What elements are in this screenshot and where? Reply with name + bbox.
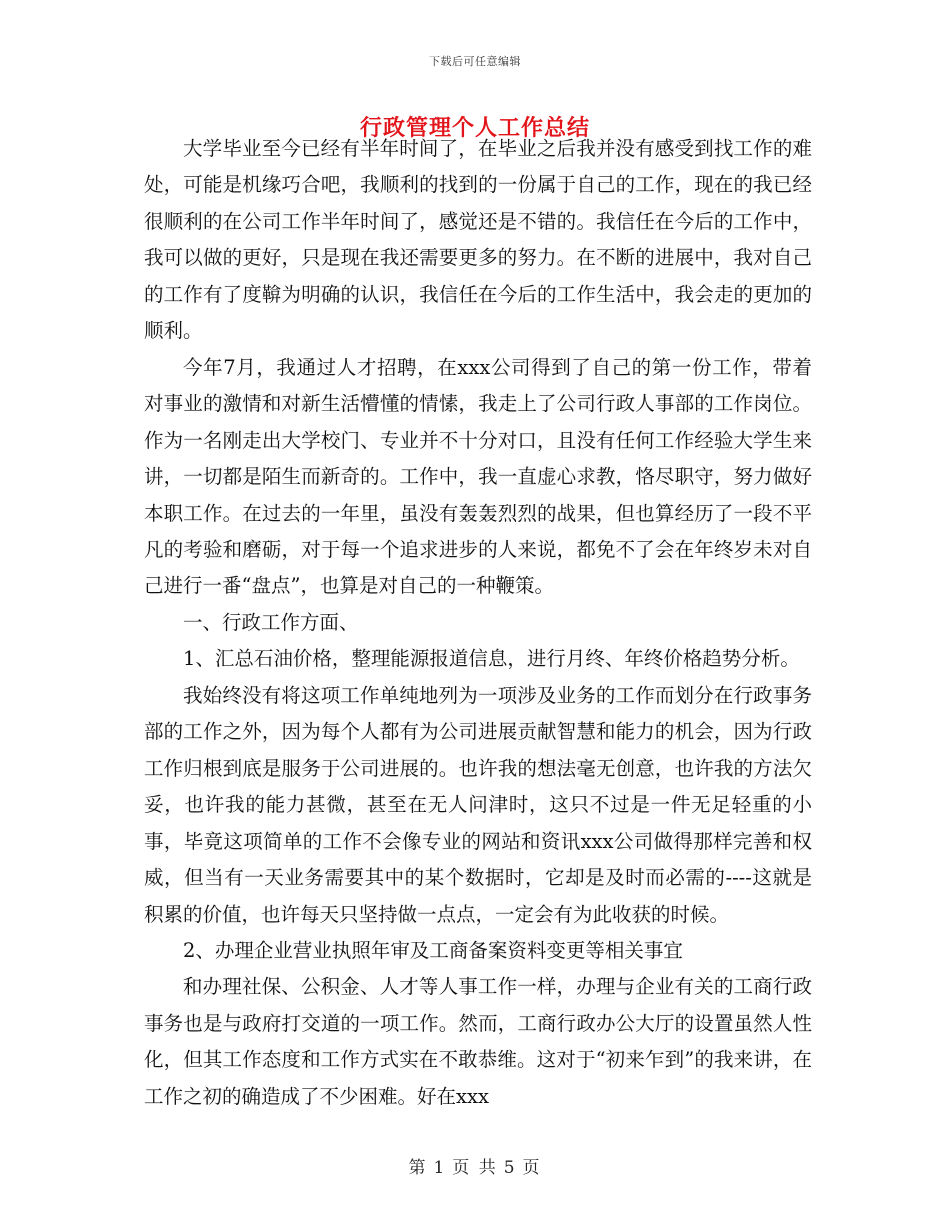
paragraph-intro: 大学毕业至今已经有半年时间了，在毕业之后我并没有感受到找工作的难处，可能是机缘巧合吧，我顺利的找到的一份属于自己的工作，现在的我已经很顺利的在公司工作半年时间了，感觉还是不错的。我信任在今后的工作中，我可以做的更好，只是现在我还需要更多的努力。在不断的进展中，我对自己的工作有了度鞥为明确的认识，我信任在今后的工作生活中，我会走的更加的顺利。: [144, 137, 812, 343]
footer-middle: 页 共: [452, 1158, 498, 1178]
footer-prefix: 第: [408, 1158, 428, 1178]
document-title: 行政管理个人工作总结: [359, 115, 590, 141]
header-note: 下载后可任意编辑: [429, 55, 521, 68]
document-body: [144, 131, 812, 1115]
total-page-number: 5: [503, 1158, 517, 1178]
page-footer: [0, 1153, 950, 1178]
paragraph-oil-price: 我始终没有将这项工作单纯地列为一项涉及业务的工作而划分在行政事务部的工作之外，因为每个人都有为公司进展贡献智慧和能力的机会，因为行政工作归根到底是服务于公司进展的。也许我的想法毫无创意，也许我的方法欠妥，也许我的能力甚微，甚至在无人问津时，这只不过是一件无足轻重的小事，毕竟这项简单的工作不会像专业的网站和资讯xxx公司做得那样完善和权威，但当有一天业务需要其中的某个数据时，它却是及时而必需的----这就是积累的价值，也许每天只坚持做一点点，一定会有为此收获的时候。: [144, 683, 812, 926]
current-page-number: 1: [433, 1158, 447, 1178]
item-heading-business-license: 2、办理企业营业执照年审及工商备案资料变更等相关事宜: [183, 938, 683, 962]
footer-suffix: 页: [522, 1158, 542, 1178]
item-heading-oil-price: 1、汇总石油价格，整理能源报道信息，进行月终、年终价格趋势分析。: [183, 647, 800, 671]
section-heading-admin: 一、行政工作方面、: [183, 610, 359, 634]
paragraph-business-license: 和办理社保、公积金、人才等人事工作一样，办理与企业有关的工商行政事务也是与政府打交道的一项工作。然而，工商行政办公大厅的设置虽然人性化，但其工作态度和工作方式实在不敢恭维。这对于“初来乍到”的我来讲，在工作之初的确造成了不少困难。好在xxx: [144, 975, 812, 1108]
paragraph-july-job: 今年7月，我通过人才招聘，在xxx公司得到了自己的第一份工作，带着对事业的激情和对新生活懵懂的情愫，我走上了公司行政人事部的工作岗位。作为一名刚走出大学校门、专业并不十分对口，且没有任何工作经验大学生来讲，一切都是陌生而新奇的。工作中，我一直虚心求教，恪尽职守，努力做好本职工作。在过去的一年里，虽没有轰轰烈烈的战果，但也算经历了一段不平凡的考验和磨砺，对于每一个追求进步的人来说，都免不了会在年终岁未对自己进行一番“盘点”，也算是对自己的一种鞭策。: [144, 355, 812, 598]
